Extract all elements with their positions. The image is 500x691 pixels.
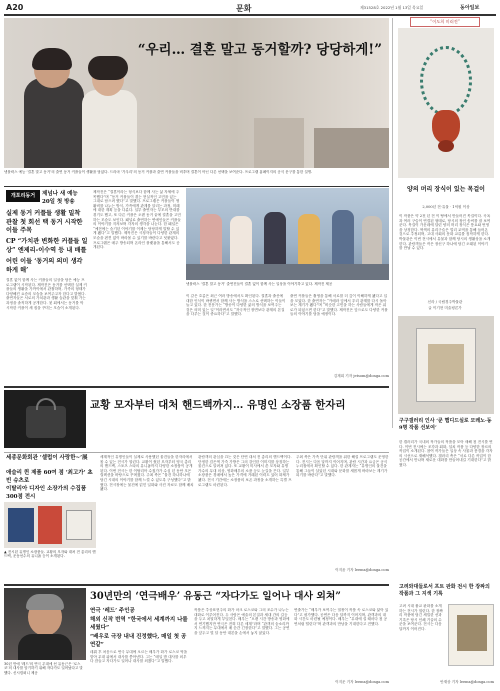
top-headline-text: “우리… 결혼 말고 동거할까? 당당하게!” (137, 42, 382, 58)
top-story-rule (4, 186, 389, 187)
gallery-kicker: 구구갤러리 인사 ‘쿤 햄디드실로 모레노·동 9명 작품 선보여’ (399, 418, 492, 431)
exhibit-photos (4, 502, 96, 548)
section-title: 문화 (236, 3, 252, 13)
bottom-body-3: 연출가는 “배우가 보여주는 열정이 작품 속 로스코와 닮아 있다”고 평가했다. 공연은 다음 달까지 이어지며, 관객과의 대화 시간도 마련될 예정이다. 배우는 “무대에 설 때마다 첫 공연처럼 떨린다”며 관객과의 만남을 기대한다고 전했다. (294, 608, 389, 626)
bottom-deck-1: 연극 ‘레드’ 주인공 (90, 608, 135, 614)
top-photo-caption: 넷플릭스 예능 ‘결혼 말고 동거’의 출연 동거 커플들이 생활을 담았다. 드라마 ‘가우리’의 동거 커플과 출연 커플들을 비추며 결혼이 아닌 다른 선택을 보여준다. 프로그램 홈페이지의 공식 문구를 통한 설명. (4, 170, 313, 174)
actor-photo (4, 588, 86, 660)
studio-caption: 넷플릭스 ‘결혼 말고 동거’ 출연진들이 결혼 없이 함께 사는 일상을 이야기하고 있다. 제작진 제공 (186, 282, 333, 286)
paper-name: 동아일보 (460, 5, 480, 11)
deck-2: CP “가치관 변화한 커플들 일상” 엔제리-이수역 등 내 배틀 (6, 238, 88, 254)
handbag-body-1: 세계적인 유명인들이 실제로 사용했던 물건들을 한자리에서 볼 수 있는 전시가 열린다. 교황이 썼던 모자부터 영국 총리의 핸드백, 스포츠 스타의 유니폼까지 다양한 소장품이 공개된다. 이번 전시는 한 이탈리아 수집가가 수십 년 동안 모은 컬렉션을 바탕으로 꾸며졌다. 주최 측은 “물건 하나하나에 담긴 시대의 이야기를 함께 느낄 수 있도록 구성했다”고 밝혔다. 전시장에는 물건에 얽힌 일화와 사진 자료도 함께 배치됐다. (100, 455, 194, 492)
print-photo (448, 604, 494, 666)
issue-info: 제31528호 2022년 1월 13일 목요일 (360, 5, 424, 10)
handbag-subrule (4, 452, 389, 453)
bottom-right-byline: 안재상 기자 leemz@donga.com (440, 680, 494, 684)
bottom-right-body: 고려 시대 불교 판화를 소개하는 전시가 열린다. 한 장짜리 작품에 담긴 세밀한 선과 기록은 당시 인쇄 기술의 수준을 보여준다. 전시는 다음 달까지 이어진다. (399, 604, 443, 631)
actor-caption: 30년 만에 ‘레드’의 연극 무대에 선 유동근은 ‘로스코’의 대사를 암기하기 위해 자다가도 일어났다고 말했다. 신시컴퍼니 제공 (4, 662, 83, 675)
handbag-deck-1: 세종문화회관 ‘셀럽이 사랑한~’展 (6, 455, 88, 461)
page-number: A20 (6, 3, 24, 12)
section-badge: 개포리동거 (6, 190, 40, 202)
art-author: 신라 / 국립경주박물관 (427, 300, 463, 304)
handbag-photo (4, 390, 86, 448)
side-label: “이도희 미러전” (410, 17, 480, 27)
top-headline-copy (106, 40, 382, 60)
side-divider (392, 18, 393, 428)
deck-3: 어린 이들 ‘동거의 의미 생각하게 해’ (6, 258, 83, 274)
studio-photo (186, 188, 389, 280)
bottom-deck-2: 해외 신작 번역 “한국에서 세계까지 나를 세웠다” (90, 617, 188, 631)
exhibit-caption: ▲ 전시된 유명인 소장품들. 교황의 모자와 대처 전 총리의 핸드백, 운동선수의 유니폼 등이 소개된다. (4, 550, 96, 559)
art-title: 양의 머리 장식이 있는 목걸이 (407, 186, 485, 193)
gallery-body: 한 갤러리가 국내외 작가들의 작품을 모아 새해 첫 전시를 연다. 이번 전시에는 조각과 회화, 설치 작품 등 다양한 장르의 작업이 소개된다. 참여 작가들은 일상 속 사물과 풍경을 각자의 시선으로 재해석했다. 갤러리 측은 “서로 다른 작업이 한 공간에서 만나며 새로운 대화를 만들어내길 기대한다”고 밝혔다. (399, 440, 493, 467)
bottom-right-kicker: 고려와대들로서 프트 판화 전시 한 장짜의 작품과 그 지색 기록 (399, 584, 490, 597)
kicker-2: 20일 첫 방송 (42, 199, 75, 205)
bottom-rule (4, 584, 389, 586)
bottom-deck-3: “배우로 극장 내내 진정했다, 매일 첫 공연같” (90, 634, 187, 648)
handbag-deck-3: 이탈리아 디자인 소장가의 수집품 300점 전시 (6, 486, 87, 500)
top-body-col2: 제작진은 “결혼이라는 형식보다 함께 사는 삶 자체에 주목했다”며 “동거 커플들이 겪는 현실적인 고민을 있는 그대로 담으려 했다”고 말했다. 프로그램은 커플들이 생활비를 나누는 방식, 가족에게 관계를 알리는 과정, 미래에 대한 계획 등을 다룬다. 일부 출연자는 부모의 반대를 겪기도 했고, 또 다른 커플은 오랜 동거 끝에 결혼을 고민하는 모습도 보인다. 패널로 출연하는 연예인들은 커플들의 이야기를 지켜보며 각자의 생각을 나눈다. 한 패널은 “예전에는 숨기던 이야기를 이제는 당당하게 말할 수 있게 됐다”고 말했다. 제작진은 시청자들이 다양한 관계의 모습을 편견 없이 바라볼 수 있기를 바란다고 덧붙였다. 프로그램은 매주 방송되며 온라인 플랫폼을 통해서도 공개된다. (93, 190, 181, 250)
art-sub: 2,000년 전·유물 · 1억원 이상 (422, 205, 470, 209)
side-body: 이 작품은 약 2천 년 전 이 땅에서 만들어진 목걸이다. 곡옥과 여러 구슬이 연결된 형태로, 당시의 장인 솜씨를 잘 보여준다. 목걸이 가운데에 달린 양의 머리 장식은 풍요와 번영을 상징한다. 색색의 유리구슬은 멀리 교역을 통해 들어온 것으로 추정되며, 고대 사회의 문화 교류를 짐작하게 한다. 박물관은 이번 전시에서 유물과 함께 당시의 생활상을 소개한다. 관람객들은 작은 장신구 하나에 담긴 오래된 이야기를 만날 수 있다. (399, 214, 491, 251)
handbag-headline: 교황 모자부터 대처 핸드백까지… 유명인 소장품 한자리 (90, 399, 346, 411)
bottom-body-2: 작품은 추상표현주의 화가 마크 로스코와 그의 조수가 나누는 대화로 이루어진다. 두 사람은 예술의 본질과 세대 간의 갈등을 두고 치열하게 부딪친다. 배우는 “오랜 시간 방송과 영화에서 연기했지만 연극은 전혀 다른 세계”라며 “관객의 숨소리까지 느껴지는 무대에서 매 순간 긴장한다”고 말했다. 그는 공연을 앞두고 몇 달 동안 대본을 손에서 놓지 않았다. (194, 608, 290, 635)
bottom-body-1: 데뷔 후 처음으로 연극 무대에 오르는 배우가 화가 로스코 역을 맡아 무대 위에서 대사를 쏟아낸다. 그는 “매일 밤 대사를 외우다 잠들고 자다가도 일어나 대사를 외쳤다”고 말했다. (90, 650, 188, 664)
bottom-headline: 30년만의 ‘연극배우’ 유동근 “자다가도 일어나 대사 외쳐” (90, 591, 341, 602)
bottom-byline: 이지운 기자 leemz@donga.com (335, 680, 389, 684)
handbag-body-3: 주최 측은 가족 단위 관람객을 위한 해설 프로그램도 운영한다. 전시는 다음 달까지 이어지며, 관람 시간과 요금은 공식 누리집에서 확인할 수 있다. 한 관계자는 “유명인의 물건을 통해 그들이 살았던 시대와 문화를 새롭게 바라보는 계기가 되기를 바란다”고 말했다. (296, 455, 389, 478)
handbag-body-2: 관람객의 관심을 끄는 것은 단연 대처 전 총리의 핸드백이다. 단정한 검은색 가죽 가방은 그의 강인한 이미지를 상징하는 물건으로 알려져 있다. 또 교황이 미사에서 쓴 모자와 유명 가수의 무대 의상, 영화배우의 소품 등도 눈길을 끈다. 일부 소장품은 경매에서 높은 가격에 거래된 이력도 있어 화제가 됐다. 전시 기간에는 소장품의 보존 과정을 소개하는 특별 프로그램도 마련된다. (198, 455, 292, 487)
side-byline: 글 이기현 미술평론가 (428, 306, 462, 310)
handbag-rule (4, 386, 389, 388)
deck-1: 실제 동거 커플들 생활 밀착 관찰 첫 회선 택 동거 시작한 이들 주목 (6, 210, 83, 234)
handbag-byline: 이지윤 기자 leemz@donga.com (335, 568, 389, 572)
top-body-col1: 결혼 없이 함께 사는 커플들의 일상을 담은 예능 프로그램이 시작된다. 제작진은 동거를 선택한 실제 커플들의 생활을 가까이에서 관찰하며, 가족의 형태가 다양해진 요즘의 모습을 보여주고자 한다고 밝혔다. 출연자들은 서로의 가치관과 생활 습관을 맞춰 가는 과정을 솔직하게 공개한다. 첫 회에서는 동거를 막 시작한 커플이 새 집을 꾸미는 모습이 소개된다. (6, 278, 87, 310)
kicker-1: 제넘나 새 예능 (42, 191, 78, 197)
necklace-photo (398, 28, 494, 178)
top-body-col3: 이 같은 흐름은 최근 여러 방송에서도 확인된다. 결혼과 출산에 대한 인식이 바뀌면서 함께 사는 방식을 스스로 선택하는 이들이 늘고 있다. 한 전문가는 “방송이 다양한 삶의 방식을 보여주는 것은 의미 있는 일”이라면서도 “자극적인 장면보다 관계의 본질을 다루는 것이 중요하다”고 말했다. (186, 294, 286, 317)
top-body-col4: 출연 커플들은 촬영을 통해 서로를 더 깊이 이해하게 됐다고 입을 모았다. 한 출연자는 “카메라 앞에서 우리 관계를 다시 돌아보는 계기가 됐다”며 “비슷한 고민을 하는 사람들에게 작은 위로가 되었으면 한다”고 말했다. 제작진은 앞으로도 다양한 커플들의 이야기를 담을 예정이다. (290, 294, 388, 317)
gallery-photo (398, 316, 494, 414)
top-byline: 김재희 기자 jetsom@donga.com (333, 374, 389, 378)
masthead-rule (4, 14, 496, 16)
handbag-deck-2: 애슬리 퀸 제품 60여 점 ‘최고가’ 초빈 슈츠로 (6, 470, 93, 484)
